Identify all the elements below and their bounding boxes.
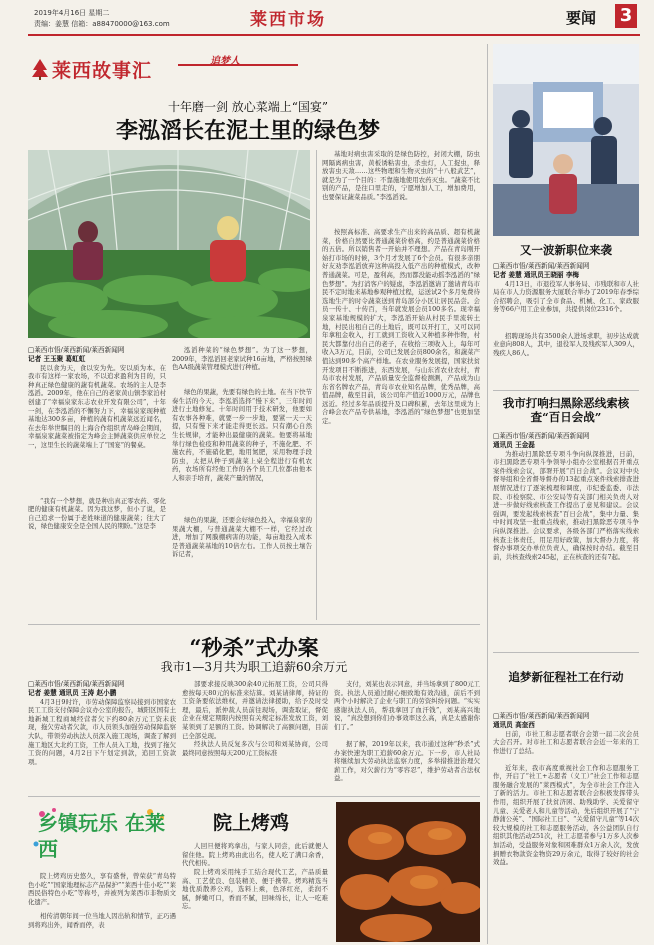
play-logo-text: 乡镇玩乐 在莱西	[38, 811, 165, 861]
lead-byline-source: □莱西市悟/莱西新闻/莱西新闻网	[28, 346, 125, 354]
greenhouse-photo	[28, 150, 310, 338]
editor-info: 责编：姜慧 信箱：a88470000@163.com	[34, 20, 170, 28]
lead-divider	[316, 150, 317, 620]
lead-paragraph-4: 绿色的果蔬，先要有绿色的土地。在当下快节奏生活的今天，李泓滔选择“慢下来”，三年时间进行土地修复。十年时间用于技术研发，他要如有农事各种难，就要一步一步地，要紧一天一天提，只有慢下来才能走得更长远。只有潮心自然生长规律，才能种出最健康的蔬菜。他要将基地举行绿色检疫和种用蔬菜的种子，不施化肥、不施农药，不施硝化肥，地用氮肥，采用物理手段防虫，太把从种子到蔬菜上桌全程进行有机农药，农场所有经他工作的各个员工几位都由他本人和亲手培育，蔬菜产量的情况，	[172, 388, 312, 482]
news1-paragraph-1: 4月13日，市退役军人事务局、市残联和市人社局在市人力资源服务大厦联合举办了2019年春季综合招聘会，吸引了全市食品、机械、化工、家政服务等66户用工企业参加，共提供岗位2316个。	[493, 279, 639, 314]
third-paragraph-4: 院上烤鸡采用纯手工结合现代工艺，产品质量高、工艺优良、包装精美、便于携带。烤鸡精选当地优质散养公鸡，选料上乘，色泽红亮，柔润不腻，鲜嫩可口，香而不腻，回味绵长，让人一吃难忘。	[182, 868, 328, 911]
lead-paragraph-6: 基地对病虫害采取的是绿色防控，封闭大棚，防虫网隔离病虫害，黄板诱粘害虫，杀虫灯，人工捉虫，释放害虫天敌……这些物理和生物灭虫的“十八般武艺”，就是为了一个目的：不靠施地使用农药灭虫。“蔬菜不比别的产品，是往口里走的，宁愿增加人工，增加费用，也要保证蔬菜品质。”李泓滔说。	[322, 150, 480, 201]
news1-byline-source: □莱西市悟/莱西新闻/莱西新闻网	[493, 262, 590, 270]
second-paragraph-3: 经执法人员反复多次与公司和刘某协商，公司最终同意按照每天200元工资标准	[182, 740, 328, 757]
lead-kicker: 十年磨一剑 放心菜端上“国宴”	[167, 100, 329, 114]
news2-byline-source: □莱西市悟/莱西新闻/莱西新闻网	[493, 432, 590, 440]
news1-title: 又一波新职位来袭	[520, 243, 612, 257]
roast-chicken-photo	[336, 802, 480, 942]
second-subtitle: 我市1—3月共为职工追薪60余万元	[160, 660, 348, 674]
lead-paragraph-5: 绿色的果蔬，还要会好绿色投入，幸福泉家的果蔬大棚，与普通蔬菜大棚不一样，它经过改进，增加了网膜棚病害的功能，每亩地投入成本是普通蔬菜基地的10倍左右。工作人员按土壤告诉记者，	[172, 516, 312, 559]
news3-title: 追梦新征程社工在行动	[508, 670, 624, 684]
lead-paragraph-3: 泓滔种菜的“绿色梦想”。为了这一梦想，2009年，李泓滔回老家试种16亩地，严格按照绿色AA级蔬菜管理模式进行种植。	[172, 346, 312, 372]
news3-byline-source: □莱西市悟/莱西新闻/莱西新闻网	[493, 712, 590, 720]
third-paragraph-2: 相传清朝年间一位当地人因出轨和情节，正巧遇到将鸡出外，闻香而停，表	[28, 912, 176, 929]
second-paragraph-5: 据了解，2019年以来，我市通过这种“秒杀”式办案快速为职工追薪60余万元。下一步，市人社局将继续加大劳动执法监察力度，多举措推进治理欠薪工作，对欠薪行为“零容忍”，维护劳动者合法权益。	[334, 740, 480, 783]
lead-paragraph-1: 民以食为天，食以安为先。安以质为本。在我市有这样一家农场，不以追求盈利为目的，只种真正绿色健康的蔬有机蔬菜。农场的主人是李泓滔。2009年，他在自己的老家黄山镇李家泊村创建了“幸福泉家东志农业开发有限公司”，十年一剑，在李泓滔的不懈努力下，幸福泉家现种植基地达300多亩，种植的蔬有机蔬菜远近闻名，在去年举世瞩目的上海合作组织青岛峰会期间，幸福泉家蔬菜被指定为峰会主鲜蔬菜供应单位之一，这里生长的蔬菜端上了“国宴”的餐桌。	[28, 363, 166, 449]
third-divider	[28, 796, 480, 797]
play-logo	[30, 804, 170, 866]
page-header	[0, 0, 654, 36]
page-number: 3	[615, 4, 637, 28]
column-tag: 追梦人	[210, 56, 240, 67]
column-logo: 莱西故事汇	[52, 60, 153, 82]
second-byline-source: □莱西市悟/莱西新闻/莱西新闻网	[28, 680, 125, 688]
news2-byline-reporters: 通讯员 王金磊	[493, 440, 535, 449]
lead-title: 李泓滔长在泥土里的绿色梦	[115, 118, 380, 144]
news1-byline-reporters: 记者 姜慧 通讯员王晓丽 李梅	[493, 270, 580, 279]
second-byline-reporters: 记者 姜慧 通讯员 王涛 赵小鹏	[28, 688, 117, 697]
lead-byline-reporters: 记者 王玉聚 葛虹虹	[28, 354, 86, 363]
news2-title: 我市打响扫黑除恶线索核查“百日会战”	[502, 396, 630, 424]
news3-paragraph-2: 近年来，我市高度重视社会工作和志愿服务工作，开启了“社工+志愿者（义工）”社会工作和志愿服务融合发展的“莱西模式”，为全市社会工作注入了新的活力。市社工和志愿者联合会积极发挥带头作用，组织开展了扶贫济困、助残助学、关爱留守儿童、关爱老人和儿童等活动，先后组织开展了“宁静蒲公英”、“国际社工日”、“关爱留守儿童”等14次较大规模的社工和志愿服务活动，各公益团队自行组织其他活动251次，社工志愿者参与1万多人次参加活动，受益服务对象和困难群众1万余人次，发放捐赠衣物款资金物资29万余元，取得了较好的社会效益。	[493, 763, 639, 867]
third-title: 院上烤鸡	[212, 812, 289, 834]
right-column-divider	[487, 44, 488, 944]
news3-byline-reporters: 通讯员 高奎西	[493, 720, 535, 729]
tree-logo-icon	[30, 58, 50, 80]
section-title: 要闻	[566, 9, 597, 27]
job-fair-photo	[493, 44, 639, 236]
third-paragraph-1: 院上烤鸡历史悠久，享有盛誉，曾荣获“青岛特色小吃”“国家地理标志产品保护”“莱西十佳小吃”“莱西民俗特色小吃”等称号，并被列为莱西市非物质文化遗产。	[28, 872, 176, 906]
lead-paragraph-2: “我有一个梦想，就是种出真正零农药、零化肥的健康有机蔬菜。因为我这梦，但小了说，是自己追求一份属于老姓味道的健康蔬菜；往大了说，绿色健康安全是全国人民的期盼。”这是李	[28, 496, 166, 531]
third-paragraph-3: 人回旦便将鸡拿出，与家人同尝，此后就便人留住他。院上烤鸡由此出名，使人吃了满口余香，代代相传。	[182, 842, 328, 868]
news3-paragraph-1: 日前，市社工和志愿者联合会第一届二次会员大会召开。对市社工和志愿者联合会近一年来的工作进行了总结。	[493, 729, 639, 755]
news1-paragraph-2: 招聘现场共有3500余人进场求职，初步达成就业意向808人，其中，退役军人及残疾军人309人，残疾人86人。	[493, 331, 639, 357]
right-divider-1	[493, 390, 639, 391]
second-divider	[28, 624, 480, 625]
second-paragraph-4: 支付，刘某也表示同意，并当场拿到了800元工资。执法人员通过耐心细致地有效沟通，前后不到两个小时解决了企业与职工的劳资纠纷问题。“实实感谢执法人员，帮我拿回了血汗钱”，刘某高兴地说，“真没想到你们办事效率这么高，真是太感谢你们了。”	[334, 680, 480, 731]
lead-paragraph-7: 按照高标准、高要求生产出来的高品质、超有机蔬菜，价格自然要比普通蔬菜价格高，约是普通蔬菜价格的五倍。所以销售者一开始并不理想。产品在青岛刚开始打市场的时候，3个月才发展了6个会员。有很多亲朋好友劝李泓滔放弃这种高投入低产出的种植模式，改种普通蔬菜。可是，盈利高，然而都没能动摇李泓滔的“绿色梦想”。为打消客户的疑虑，李泓滔邀请了邀请青岛市民不定时地来基地参观种植过程，运送试2个多月免费待选地生产的时令蔬菜送到青岛部分小区让居民品尝。会员一传十、十传百，当年就发展会员100多名。现幸福泉家基地规模的扩大，李泓滔开始从村民手里流转土地，村民出租自己的土地后，既可以开打工，又可以同年拿租金收入，打工就到工资收入又种植多种作物，村民大都靠付出自己的老子，在收拾三项收入上，每年可收入3万元，目前，公司已发展会员800余名，和蔬菜产值达到90多个高产样地。在农业服务发展提，国家扶贫开发项目不断推进，东西发展，与山东省农业农村，青岛市农村发展，产品质量安全监督检测测，产品成为山东省名牌农产品，青岛市农业知名品牌，优秀品牌，高值品牌，截至目前，该公司年产值近1000万元，品牌也远近。经过多年品质提升及口碑积累，去年这里成为上合峰会农产品专供基地，李泓滔的“绿色梦想”也更加坚定。	[322, 228, 480, 426]
second-paragraph-1: 4月3日9时许，市劳动保障监察局接到市国家农民工工资支付保障会议办公室的报告，城阳区国有土地新城工程商城经营者欠下约80余万元工资未获现，拖欠劳动者欠款，市人员领头加强劳动保障监察大队，带领劳动执法人员深入施工现场，调查了解到施工地区大北约工资，工作人员入工地，找到了拖欠工资的问题，4月2日下午划定到款，追回工资款项。	[28, 697, 176, 766]
second-paragraph-2: 部要求接反映300余40元拓展工资，公司只得愈按每天80元的标准来结算。刘某请律师，持证的工资条要依法维权，并邀请法律援助，给予及时受理，最后，派仲裁人员前往现场，调查取证，督促企业在规定期限内按照有关规定标准发放工资，刘某领到了足额的工资。协调解决了高额问题，目前已全部兑现。	[182, 680, 328, 740]
right-divider-2	[493, 652, 639, 653]
header-rule	[28, 34, 640, 36]
second-title: “秒杀”式办案	[189, 635, 319, 660]
issue-date: 2019年4月16日 星期二	[34, 9, 110, 17]
news2-paragraph: 为推动扫黑除恶专项斗争向纵深推进，日前，市扫黑除恶专项斗争领导小组办公室根据召开重点案件线索会议，部署开展“百日会战”。会议对中央督导组和全省督导督办的13起重点案件线索排查进展情况进行了逐案梳理和调度，市纪委监委、市法院、市检察院、市公安局等有关部门相关负责人对进一步做好线索核查工作提出了意见和建议。会议强调，要发起线索核查“百日会战”，集中力量、集中时间攻坚一批重点线索，推动扫黑除恶专项斗争向纵深推进。会议要求，各级各部门严格落实线索核查主体责任，用足用好政策，加大督办力度，将督办事项交办单位负责人，确保按时办结。截至目前，共核查线索245起，正在核查的还有7起。	[493, 449, 639, 561]
masthead: 莱西市场	[250, 10, 326, 30]
